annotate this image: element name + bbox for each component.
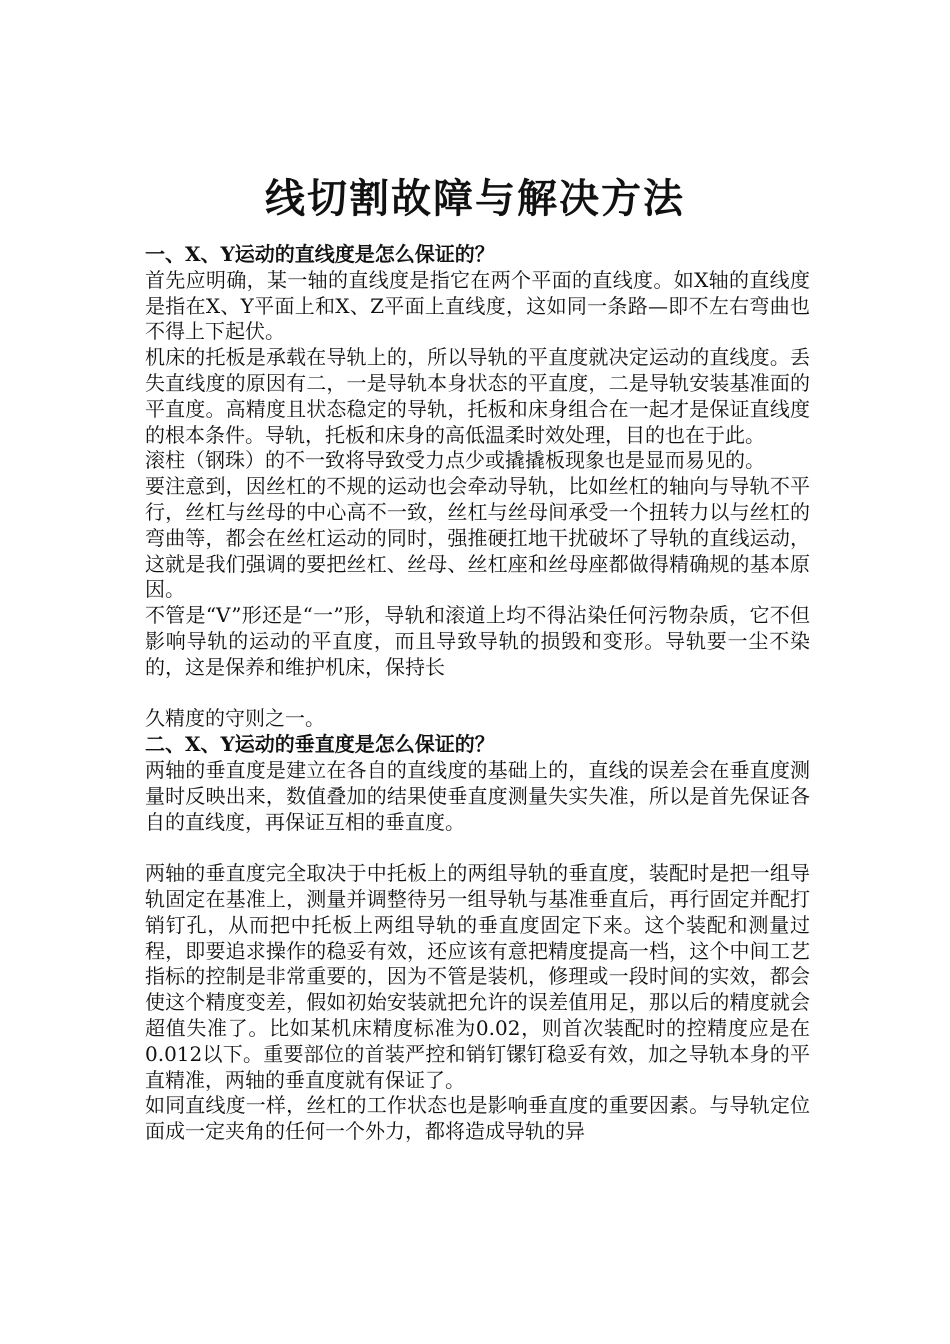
section-heading-2: 二、X、Y运动的垂直度是怎么保证的？ [145,732,495,757]
section-heading-1: 一、X、Y运动的直线度是怎么保证的？ [145,242,495,266]
paragraph: 滚柱（钢珠）的不一致将导致受力点少或撬撬板现象也是显而易见的。 [145,448,765,473]
document-title: 线切割故障与解决方法 [265,175,685,222]
paragraph: 不管是“V”形还是“一”形，导轨和滚道上均不得沾染任何污物杂质，它不但影响导轨的运动的平直度，而且导致导轨的损毁和变形。导轨要一尘不染的，这是保养和维护机床，保持长 [145,603,810,679]
paragraph: 两轴的垂直度是建立在各自的直线度的基础上的，直线的误差会在垂直度测量时反映出来，数值叠加的结果使垂直度测量失实失准，所以是首先保证各自的直线度，再保证互相的垂直度。 [145,757,810,834]
paragraph-gap [145,681,810,707]
paragraph: 两轴的垂直度完全取决于中托板上的两组导轨的垂直度，装配时是把一组导轨固定在基准上，测量并调整待另一组导轨与基准垂直后，再行固定并配打销钉孔，从而把中托板上两组导轨的垂直度固定下来。这个装配和测量过程，即要追求操作的稳妥有效，还应该有意把精度提高一档，这个中间工艺指标的控制是非常重要的，因为不管是装机，修理或一段时间的实效，都会使这个精度变差，假如初始安装就把允许的误差值用足，那以后的精度就会超值失准了。比如某机床精度标准为0.02，则首次装配时的控精度应是在0.012以下。重要部位的首装严控和销钉镙钉稳妥有效，加之导轨本身的平直精准，两轴的垂直度就有保证了。 [145,861,810,1092]
paragraph: 首先应明确，某一轴的直线度是指它在两个平面的直线度。如X轴的直线度是指在X、Y平面上和X、Z平面上直线度，这如同一条路—即不左右弯曲也不得上下起伏。 [145,267,810,344]
paragraph: 如同直线度一样，丝杠的工作状态也是影响垂直度的重要因素。与导轨定位面成一定夹角的任何一个外力，都将造成导轨的异 [145,1093,810,1144]
paragraph: 久精度的守则之一。 [145,706,325,731]
paragraph: 机床的托板是承载在导轨上的，所以导轨的平直度就决定运动的直线度。丢失直线度的原因有二，一是导轨本身状态的平直度，二是导轨安装基准面的平直度。高精度且状态稳定的导轨，托板和床身组合在一起才是保证直线度的根本条件。导轨，托板和床身的高低温柔时效处理，目的也在于此。 [145,345,810,447]
paragraph: 要注意到，因丝杠的不规的运动也会牵动导轨，比如丝杠的轴向与导轨不平行，丝杠与丝母的中心高不一致，丝杠与丝母间承受一个扭转力以与丝杠的弯曲等，都会在丝杠运动的同时，强推硬扛地干扰破坏了导轨的直线运动，这就是我们强调的要把丝杠、丝母、丝杠座和丝母座都做得精确规的基本原因。 [145,474,810,602]
document-body [145,242,810,1145]
paragraph-gap [145,835,810,861]
